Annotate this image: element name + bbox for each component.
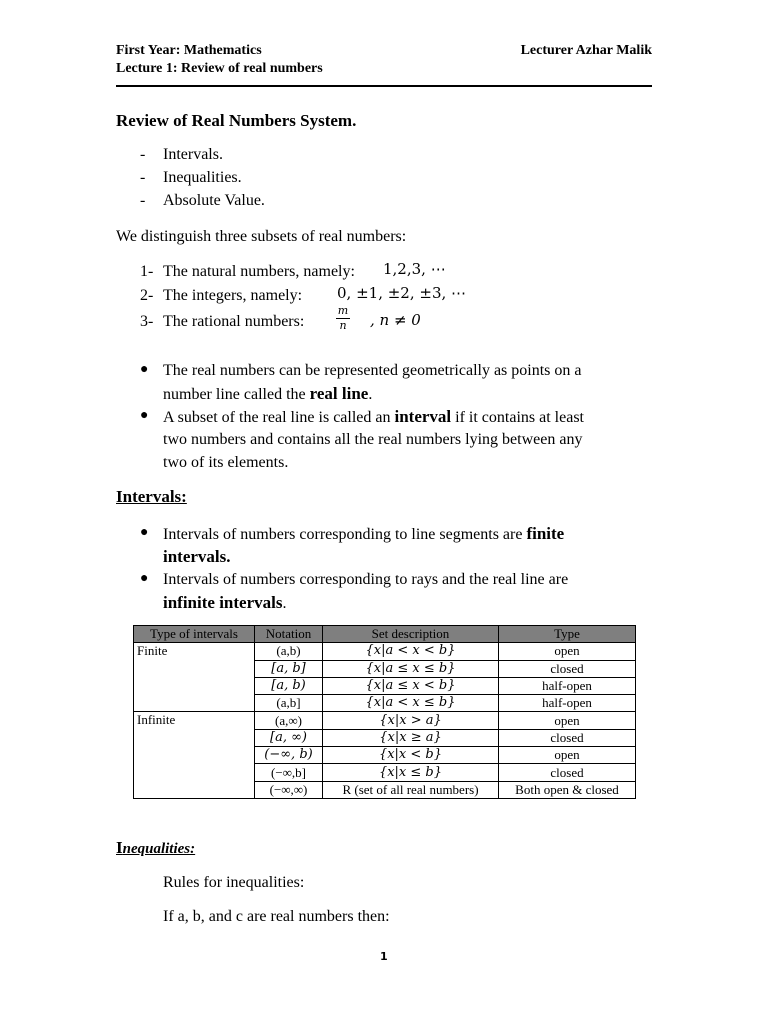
- table-type-cell: closed: [499, 764, 636, 781]
- bullet-text-line1: [163, 405, 584, 429]
- table-set-cell: {x|a ≤ x < b}: [323, 677, 499, 694]
- table-row: [134, 729, 636, 746]
- table-group-cell: [134, 781, 255, 798]
- topic-item: Absolute Value.: [163, 192, 265, 209]
- topic-marker: -: [140, 169, 146, 186]
- table-type-cell: open: [499, 712, 636, 729]
- bullet-text: The real numbers can be represented geometrically as points on a: [163, 362, 582, 379]
- condition-line: If a, b, and c are real numbers then:: [163, 908, 390, 925]
- table-notation-cell: [a, b]: [255, 660, 323, 677]
- table-notation-cell: (−∞,b]: [255, 764, 323, 781]
- table-group-cell: [134, 695, 255, 712]
- section-heading-inequalities: [116, 838, 195, 858]
- table-row: [134, 781, 636, 798]
- term-intervals: intervals.: [163, 547, 231, 566]
- table-header-cell: Type: [499, 626, 636, 643]
- table-type-cell: half-open: [499, 695, 636, 712]
- bullet-text-line2: [163, 382, 372, 406]
- header-divider: [116, 85, 652, 87]
- table-type-cell: closed: [499, 729, 636, 746]
- table-header-cell: Notation: [255, 626, 323, 643]
- table-group-cell: Infinite: [134, 712, 255, 729]
- page-title: Review of Real Numbers System.: [116, 111, 357, 130]
- topic-marker: -: [140, 146, 146, 163]
- bullet-text: A subset of the real line is called an: [163, 409, 395, 426]
- topic-marker: -: [140, 192, 146, 209]
- term-infinite-intervals: infinite intervals: [163, 593, 283, 612]
- section-heading-intervals: Intervals:: [116, 487, 187, 506]
- bullet-text: two of its elements.: [163, 454, 289, 471]
- bullet-text: Intervals of numbers corresponding to line segments are: [163, 526, 527, 543]
- subset-label: The integers, namely:: [163, 287, 303, 304]
- topic-item: Inequalities.: [163, 169, 242, 186]
- table-header-row: [134, 626, 636, 643]
- subset-number: 1-: [140, 263, 154, 280]
- page-number: 1: [380, 950, 388, 963]
- bullet-text: .: [368, 386, 373, 403]
- bullet-text-line1: [163, 522, 564, 546]
- table-type-cell: half-open: [499, 677, 636, 694]
- table-group-cell: [134, 729, 255, 746]
- table-notation-cell: [a, ∞): [255, 729, 323, 746]
- table-type-cell: open: [499, 643, 636, 660]
- bullet-icon: ●: [140, 525, 149, 540]
- table-group-cell: [134, 660, 255, 677]
- subset-number: 3-: [140, 313, 154, 330]
- table-row: [134, 660, 636, 677]
- bullet-icon: ●: [140, 408, 149, 423]
- fraction-denominator: n: [336, 318, 350, 332]
- table-set-cell: R (set of all real numbers): [323, 781, 499, 798]
- table-row: [134, 747, 636, 764]
- heading-rest: nequalities:: [122, 841, 196, 857]
- table-set-cell: {x|a ≤ x ≤ b}: [323, 660, 499, 677]
- table-group-cell: [134, 764, 255, 781]
- table-type-cell: Both open & closed: [499, 781, 636, 798]
- table-header-cell: Type of intervals: [134, 626, 255, 643]
- subset-math: , n ≠ 0: [370, 311, 421, 329]
- bullet-icon: ●: [140, 571, 149, 586]
- table-set-cell: {x|x > a}: [323, 712, 499, 729]
- subsets-intro: We distinguish three subsets of real numbers:: [116, 228, 407, 245]
- table-set-cell: {x|x < b}: [323, 747, 499, 764]
- term-interval: interval: [394, 407, 452, 426]
- table-header-cell: Set description: [323, 626, 499, 643]
- bullet-text: Intervals of numbers corresponding to rays and the real line are: [163, 571, 569, 588]
- fraction: [336, 304, 350, 332]
- bullet-text-line2: [163, 591, 286, 615]
- bullet-text: two numbers and contains all the real numbers lying between any: [163, 431, 583, 448]
- table-set-cell: {x|a < x < b}: [323, 643, 499, 660]
- subset-math: 1,2,3, ⋯: [383, 260, 446, 278]
- table-set-cell: {x|a < x ≤ b}: [323, 695, 499, 712]
- header-lecturer: Lecturer Azhar Malik: [520, 43, 652, 58]
- term-finite: finite: [526, 524, 565, 543]
- table-notation-cell: (a,∞): [255, 712, 323, 729]
- subset-number: 2-: [140, 287, 154, 304]
- topic-item: Intervals.: [163, 146, 223, 163]
- table-type-cell: closed: [499, 660, 636, 677]
- table-type-cell: open: [499, 747, 636, 764]
- table-group-cell: [134, 677, 255, 694]
- fraction-numerator: m: [337, 304, 349, 317]
- bullet-icon: ●: [140, 362, 149, 377]
- table-group-cell: [134, 747, 255, 764]
- header-lecture: Lecture 1: Review of real numbers: [116, 61, 323, 76]
- table-notation-cell: [a, b): [255, 677, 323, 694]
- intervals-table: [133, 625, 636, 799]
- table-notation-cell: (a,b]: [255, 695, 323, 712]
- table-row: [134, 643, 636, 660]
- table-notation-cell: (−∞, b): [255, 747, 323, 764]
- subset-label: The natural numbers, namely:: [163, 263, 355, 280]
- table-row: [134, 695, 636, 712]
- table-row: [134, 677, 636, 694]
- table-set-cell: {x|x ≥ a}: [323, 729, 499, 746]
- bullet-text: number line called the: [163, 386, 310, 403]
- table-row: [134, 712, 636, 729]
- table-row: [134, 764, 636, 781]
- bullet-text: if it contains at least: [451, 409, 584, 426]
- table-group-cell: Finite: [134, 643, 255, 660]
- rules-line: Rules for inequalities:: [163, 874, 305, 891]
- term-real-line: real line: [309, 384, 369, 403]
- header-course: First Year: Mathematics: [116, 43, 262, 58]
- table-notation-cell: (−∞,∞): [255, 781, 323, 798]
- heading-initial: I: [116, 838, 123, 857]
- table-set-cell: {x|x ≤ b}: [323, 764, 499, 781]
- table-notation-cell: (a,b): [255, 643, 323, 660]
- subset-math: 0, ±1, ±2, ±3, ⋯: [337, 284, 467, 302]
- subset-label: The rational numbers:: [163, 313, 305, 330]
- bullet-text: .: [282, 595, 287, 612]
